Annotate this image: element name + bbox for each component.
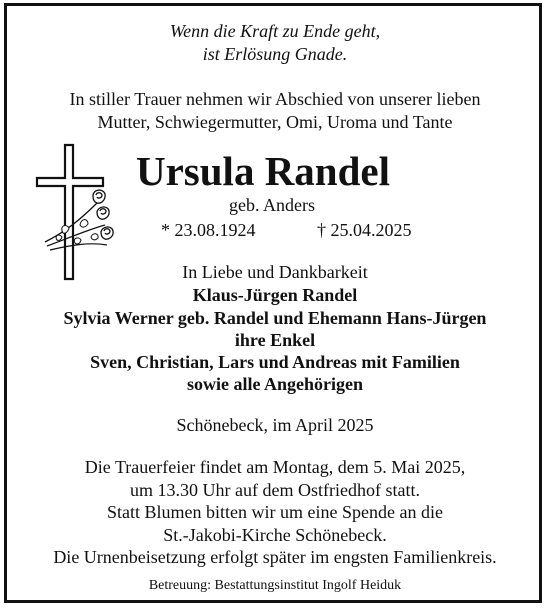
mourner-line-2: Sylvia Werner geb. Randel und Ehemann Hans-Jürgen (63, 308, 487, 328)
service-line-1: Die Trauerfeier findet am Montag, dem 5. Mai 2025, (84, 457, 466, 477)
funeral-home-credit: Betreuung: Bestattungsinstitut Ingolf Heiduk (148, 578, 402, 593)
birth-name: geb. Anders (229, 195, 315, 215)
mourner-line-1: Klaus-Jürgen Randel (192, 285, 358, 305)
place-date: Schönebeck, im April 2025 (176, 415, 374, 435)
intro-line-1: In stiller Trauer nehmen wir Abschied von unserer lieben (69, 89, 481, 109)
mourner-line-4: Sven, Christian, Lars und Andreas mit Familien (90, 352, 460, 372)
deceased-name: Ursula Randel (135, 148, 390, 194)
motto-line-2: ist Erlösung Gnade. (202, 44, 348, 64)
service-line-4: St.-Jakobi-Kirche Schönebeck. (163, 525, 387, 545)
birth-date: * 23.08.1924 (161, 220, 256, 240)
mourners-intro: In Liebe und Dankbarkeit (182, 262, 368, 282)
mourner-line-5: sowie alle Angehörigen (187, 374, 363, 394)
service-line-2: um 13.30 Uhr auf dem Ostfriedhof statt. (130, 480, 420, 500)
service-line-5: Die Urnenbeisetzung erfolgt später im engsten Familienkreis. (53, 547, 497, 567)
death-date: † 25.04.2025 (317, 220, 412, 240)
service-line-3: Statt Blumen bitten wir um eine Spende an die (107, 502, 443, 522)
motto-line-1: Wenn die Kraft zu Ende geht, (169, 21, 381, 41)
intro-line-2: Mutter, Schwiegermutter, Omi, Uroma und Tante (97, 112, 453, 132)
mourner-line-3: ihre Enkel (234, 330, 316, 350)
